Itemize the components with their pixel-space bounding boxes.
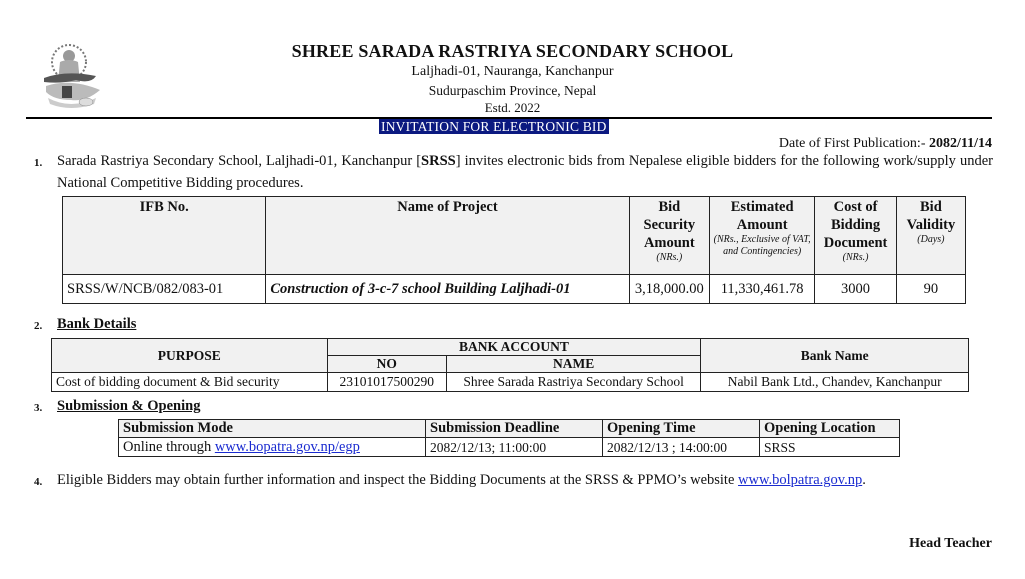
signature-head-teacher: Head Teacher bbox=[909, 536, 992, 551]
submission-mode bbox=[119, 438, 426, 457]
section-4-suffix: . bbox=[862, 472, 866, 488]
table-row bbox=[52, 373, 969, 392]
opening-time: 2082/12/13 ; 14:00:00 bbox=[603, 438, 760, 457]
header-opening-time: Opening Time bbox=[603, 420, 760, 438]
bank-details-table bbox=[51, 338, 969, 392]
section-2-number: 2. bbox=[34, 320, 43, 332]
section-1-number: 1. bbox=[34, 157, 43, 169]
submission-table bbox=[118, 419, 900, 457]
section-4-number: 4. bbox=[34, 476, 43, 488]
submission-deadline: 2082/12/13; 11:00:00 bbox=[426, 438, 603, 457]
publication-date-value: 2082/11/14 bbox=[928, 136, 992, 151]
ifb-number: SRSS/W/NCB/082/083-01 bbox=[63, 275, 266, 304]
project-name: Construction of 3-c-7 school Building Laljhadi-01 bbox=[266, 275, 629, 304]
egp-link[interactable]: www.bopatra.gov.np/egp bbox=[214, 438, 360, 455]
address-line-1: Laljhadi-01, Nauranga, Kanchanpur bbox=[411, 64, 614, 79]
ifb-table bbox=[62, 196, 966, 304]
header-bank-name: Bank Name bbox=[701, 339, 969, 373]
header-bank-account: BANK ACCOUNT bbox=[327, 339, 701, 356]
header-cost-document: Cost of Bidding Document (NRs.) bbox=[815, 197, 897, 275]
header-opening-location: Opening Location bbox=[760, 420, 900, 438]
publication-date-label: Date of First Publication:- bbox=[778, 136, 929, 151]
section-1-text-after: ] invites electronic bids from Nepalese eligible bidders for the following work/supply under National Competitive Bidding procedures. bbox=[57, 153, 993, 191]
header-estimated-amount: Estimated Amount (NRs., Exclusive of VAT, and Contingencies) bbox=[710, 197, 815, 275]
established-year: Estd. 2022 bbox=[484, 100, 541, 115]
section-3-title: Submission & Opening bbox=[57, 398, 201, 414]
estimated-amount: 11,330,461.78 bbox=[710, 275, 815, 304]
bank-name: Nabil Bank Ltd., Chandev, Kanchanpur bbox=[701, 373, 969, 392]
header-purpose: PURPOSE bbox=[52, 339, 328, 373]
bid-validity: 90 bbox=[896, 275, 965, 304]
header-bid-security: Bid Security Amount (NRs.) bbox=[629, 197, 709, 275]
bid-security-amount: 3,18,000.00 bbox=[629, 275, 709, 304]
header-submission-mode: Submission Mode bbox=[119, 420, 426, 438]
header-account-no: NO bbox=[327, 356, 446, 373]
header-ifb-no: IFB No. bbox=[63, 197, 266, 275]
cost-of-document: 3000 bbox=[815, 275, 897, 304]
section-3-number: 3. bbox=[34, 402, 43, 414]
account-number: 23101017500290 bbox=[327, 373, 446, 392]
section-4-body: Eligible Bidders may obtain further information and inspect the Bidding Documents at the SRSS & PPMO’s website bbox=[57, 472, 739, 488]
section-1-text-before: Sarada Rastriya Secondary School, Laljhadi-01, Kanchanpur [ bbox=[57, 153, 422, 169]
purpose: Cost of bidding document & Bid security bbox=[52, 373, 328, 392]
header-bid-validity: Bid Validity (Days) bbox=[896, 197, 965, 275]
section-1-text bbox=[57, 150, 993, 194]
header-account-name: NAME bbox=[446, 356, 701, 373]
opening-location: SRSS bbox=[760, 438, 900, 457]
section-2-title: Bank Details bbox=[57, 316, 137, 332]
address-line-2: Sudurpaschim Province, Nepal bbox=[428, 83, 597, 98]
table-row bbox=[119, 438, 900, 457]
notice-title: INVITATION FOR ELECTRONIC BID bbox=[381, 119, 607, 134]
table-row bbox=[63, 275, 966, 304]
submission-mode-text: Online through bbox=[123, 438, 215, 455]
school-name: SHREE SARADA RASTRIYA SECONDARY SCHOOL bbox=[291, 41, 734, 61]
section-1-abbr: SRSS bbox=[421, 153, 456, 169]
header-submission-deadline: Submission Deadline bbox=[426, 420, 603, 438]
account-name: Shree Sarada Rastriya Secondary School bbox=[446, 373, 701, 392]
section-4-text bbox=[57, 469, 866, 491]
header-project-name: Name of Project bbox=[266, 197, 629, 275]
bolpatra-link[interactable]: www.bolpatra.gov.np bbox=[738, 472, 863, 488]
